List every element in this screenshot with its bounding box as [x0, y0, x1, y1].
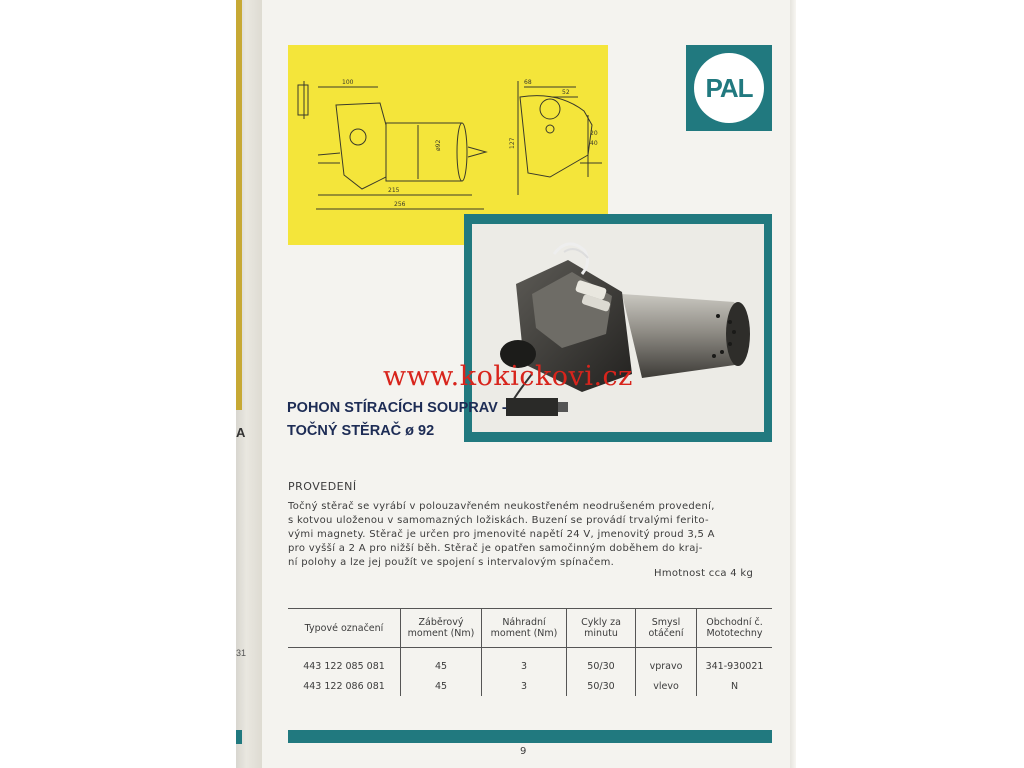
watermark-text: www.kokickovi.cz: [383, 361, 633, 392]
description-line: vými magnety. Stěrač je určen pro jmenovité napětí 24 V, jmenovitý proud 3,5 A: [288, 529, 715, 540]
left-page-fragment-letter: A: [236, 425, 246, 440]
header-spare-torque: Náhradní moment (Nm): [482, 609, 567, 648]
cell-trade-number: N: [697, 676, 773, 696]
cell-type: 443 122 086 081: [303, 680, 385, 692]
left-page-fragment-number: 31: [236, 648, 247, 658]
table-row: [288, 676, 772, 696]
svg-text:40: 40: [590, 140, 598, 147]
cell-cycles: 50/30: [567, 676, 636, 696]
page-number: 9: [520, 746, 527, 757]
cell-cycles: 50/30: [567, 648, 636, 677]
header-torque: Záběrový moment (Nm): [401, 609, 482, 648]
table-row: [288, 648, 772, 677]
cell-rotation: vlevo: [636, 676, 697, 696]
header-rotation: Smysl otáčení: [636, 609, 697, 648]
header-trade-number: Obchodní č. Mototechny: [697, 609, 773, 648]
description-paragraph: [288, 500, 774, 570]
logo-circle: [694, 53, 764, 123]
product-photo: [472, 224, 764, 432]
description-line: ní polohy a lze jej použít ve spojení s intervalovým spínačem.: [288, 557, 615, 568]
table-header-row: [288, 609, 772, 648]
cell-type: 443 122 085 081: [303, 660, 385, 672]
page-right-edge: [790, 0, 796, 768]
spec-table-wrapper: [288, 608, 772, 696]
svg-text:256: 256: [394, 201, 406, 208]
cell-spare-torque: 3: [482, 676, 567, 696]
mass-note: Hmotnost cca 4 kg: [654, 568, 754, 579]
cell-torque: 45: [401, 676, 482, 696]
section-heading: PROVEDENÍ: [288, 480, 357, 493]
title-line-2: TOČNÝ STĚRAČ ø 92: [287, 423, 435, 439]
cell-torque: 45: [401, 648, 482, 677]
description-line: s kotvou uloženou v samomazných ložiskách. Buzení se provádí trvalými ferito-: [288, 515, 709, 526]
cell-spare-torque: 3: [482, 648, 567, 677]
svg-text:68: 68: [524, 79, 532, 86]
svg-text:20: 20: [590, 130, 598, 137]
header-cycles: Cykly za minutu: [567, 609, 636, 648]
logo-text: PAL: [705, 72, 753, 103]
description-line: Točný stěrač se vyrábí v polouzavřeném neukostřeném neodrušeném provedení,: [288, 501, 715, 512]
svg-text:52: 52: [562, 89, 570, 96]
pal-logo: [686, 45, 772, 131]
cell-rotation: vpravo: [636, 648, 697, 677]
footer-bar: [288, 730, 772, 743]
product-photo-frame: [464, 214, 772, 442]
svg-text:127: 127: [509, 137, 516, 149]
cell-trade-number: 341-930021: [697, 648, 773, 677]
header-type: Typové označení: [288, 609, 401, 648]
svg-text:215: 215: [388, 187, 400, 194]
description-line: pro vyšší a 2 A pro nižší běh. Stěrač je opatřen samočinným doběhem do kraj-: [288, 543, 703, 554]
svg-text:100: 100: [342, 79, 354, 86]
title-line-1: POHON STÍRACÍCH SOUPRAV -: [287, 400, 507, 416]
svg-text:ø92: ø92: [435, 139, 442, 151]
spec-table: [288, 608, 772, 696]
wiper-motor-photo-icon: [472, 224, 764, 432]
